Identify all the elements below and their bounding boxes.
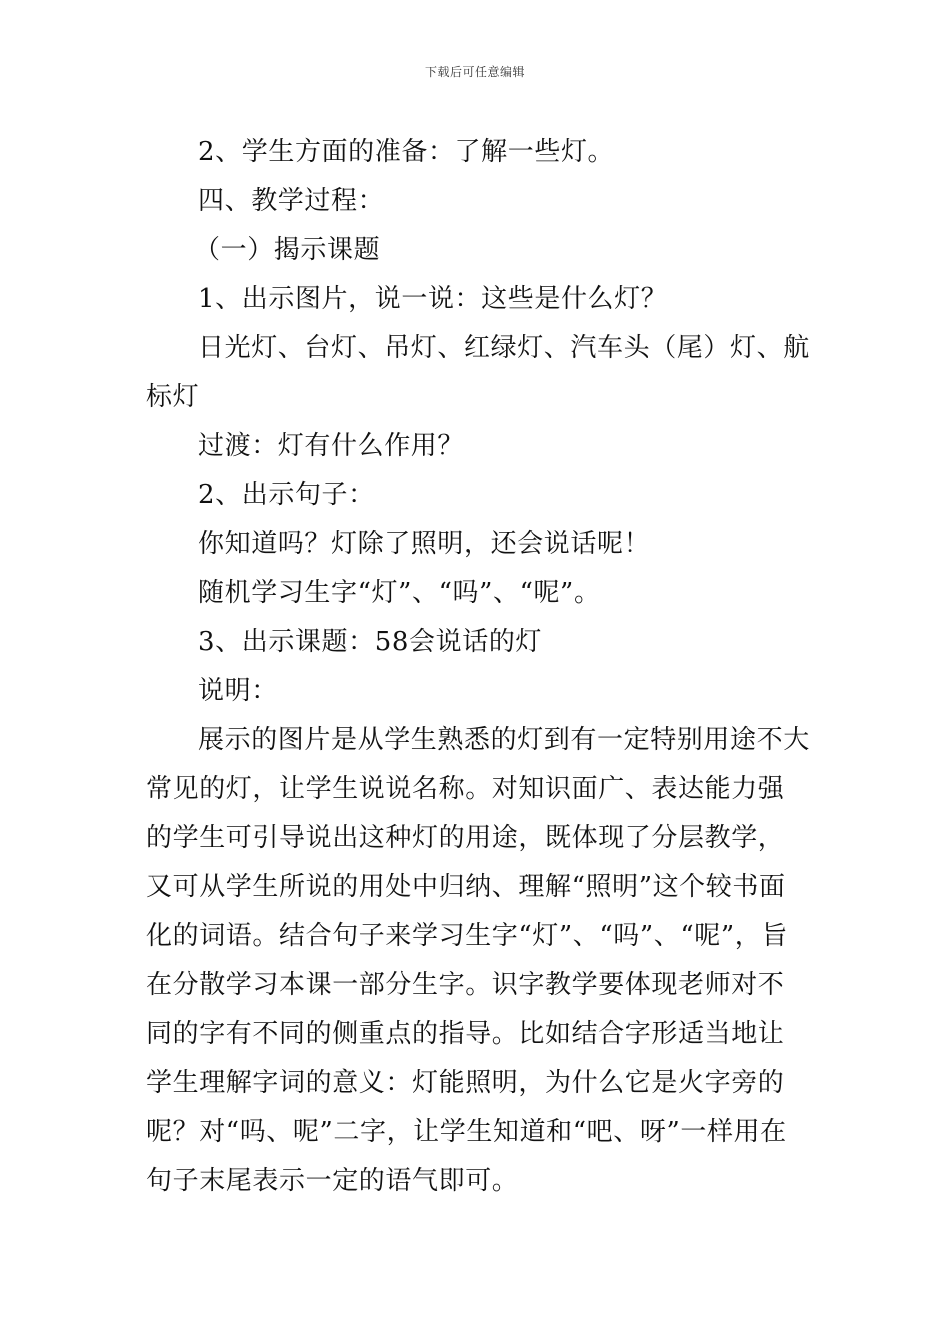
paragraph-lamp-types: 日光灯、台灯、吊灯、红绿灯、汽车头（尾）灯、航标灯 [146, 333, 810, 412]
paragraph-explanation: 展示的图片是从学生熟悉的灯到有一定特别用途不大常见的灯，让学生说说名称。对知识面广、表达能力强的学生可引导说出这种灯的用途，既体现了分层教学，又可从学生所说的用处中归纳、理解“照明”这个较书面化的词语。结合句子来学习生字“灯”、“吗”、“呢”，旨在分散学习本课一部分生字。识字教学要体现老师对不同的字有不同的侧重点的指导。比如结合字形适当地让学生理解字词的意义：灯能照明，为什么它是火字旁的呢？对“吗、呢”二字，让学生知道和“吧、呀”一样用在句子末尾表示一定的语气即可。 [146, 725, 810, 1196]
paragraph-student-preparation: 2、学生方面的准备：了解一些灯。 [198, 137, 615, 167]
heading-explanation: 说明： [198, 676, 278, 706]
paragraph-show-title: 3、出示课题：58会说话的灯 [198, 627, 543, 657]
page-header: 下载后可任意编辑 [424, 65, 525, 79]
document-body [146, 128, 810, 1206]
heading-reveal-topic: （一）揭示课题 [194, 235, 381, 265]
paragraph-new-characters: 随机学习生字“灯”、“吗”、“呢”。 [198, 578, 601, 608]
paragraph-transition: 过渡：灯有什么作用？ [198, 431, 465, 461]
paragraph-show-pictures: 1、出示图片，说一说：这些是什么灯？ [198, 284, 668, 314]
paragraph-example-sentence: 你知道吗？灯除了照明，还会说话呢！ [198, 529, 651, 559]
paragraph-show-sentence: 2、出示句子： [198, 480, 375, 510]
heading-teaching-process: 四、教学过程： [198, 186, 385, 216]
